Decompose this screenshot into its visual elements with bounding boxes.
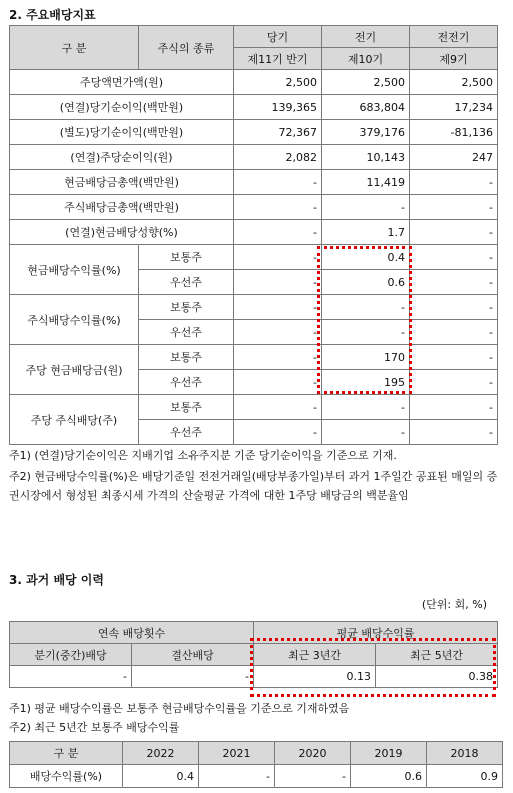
cell-prev: 195 <box>322 370 410 395</box>
note-2: 주2) 현금배당수익률(%)은 배당기준일 전전거래일(배당부종가일)부터 과거 1주일간 공표된 매일의 증권시장에서 형성된 최종시세 가격의 산술평균 가격에 대한 1주당 배당금의 백분율임 <box>9 470 498 502</box>
header-previous-period: 제10기 <box>322 48 410 70</box>
header-year: 2022 <box>123 742 199 765</box>
stock-kind: 보통주 <box>139 345 234 370</box>
stock-kind: 우선주 <box>139 320 234 345</box>
header-settlement-dividend: 결산배당 <box>132 644 254 666</box>
row-label: (연결)주당순이익(원) <box>10 145 234 170</box>
history-note-2: 주2) 최근 5년간 보통주 배당수익률 <box>9 721 180 734</box>
value-quarterly: - <box>10 666 132 688</box>
row-label: (연결)현금배당성향(%) <box>10 220 234 245</box>
indicator-row <box>10 245 498 270</box>
cell-prev2: - <box>410 420 498 445</box>
cell-cur: 2,082 <box>234 145 322 170</box>
cell-prev: 0.6 <box>322 270 410 295</box>
cell-cur: - <box>234 270 322 295</box>
value-recent-3-years: 0.13 <box>254 666 376 688</box>
row-label: 현금배당금총액(백만원) <box>10 170 234 195</box>
row-label: (연결)당기순이익(백만원) <box>10 95 234 120</box>
row-label-dividend-yield: 배당수익률(%) <box>10 765 123 788</box>
row-label: 주식배당금총액(백만원) <box>10 195 234 220</box>
header-stock-type: 주식의 종류 <box>139 26 234 70</box>
header-category: 구 분 <box>10 742 123 765</box>
indicator-row <box>10 145 498 170</box>
group-label: 주식배당수익률(%) <box>10 295 139 345</box>
indicator-row <box>10 70 498 95</box>
header-year: 2021 <box>199 742 275 765</box>
cell-prev2: - <box>410 170 498 195</box>
cell-prev2: -81,136 <box>410 120 498 145</box>
header-before-previous: 전전기 <box>410 26 498 48</box>
cell-cur: - <box>234 395 322 420</box>
cell-prev: - <box>322 320 410 345</box>
cell-prev: 170 <box>322 345 410 370</box>
cell-prev2: - <box>410 295 498 320</box>
cell-prev: 2,500 <box>322 70 410 95</box>
stock-kind: 우선주 <box>139 370 234 395</box>
history-note-1: 주1) 평균 배당수익률은 보통주 현금배당수익률을 기준으로 기재하였음 <box>9 702 350 715</box>
cell-cur: - <box>234 245 322 270</box>
header-year: 2019 <box>351 742 427 765</box>
cell-prev: 379,176 <box>322 120 410 145</box>
header-year: 2018 <box>427 742 503 765</box>
cell-prev2: - <box>410 245 498 270</box>
cell-prev: - <box>322 195 410 220</box>
cell-cur: - <box>234 170 322 195</box>
cell-cur: - <box>234 345 322 370</box>
stock-kind: 보통주 <box>139 395 234 420</box>
cell-prev2: 247 <box>410 145 498 170</box>
cell-yield: 0.4 <box>123 765 199 788</box>
header-before-previous-period: 제9기 <box>410 48 498 70</box>
indicator-row <box>10 345 498 370</box>
cell-prev2: 2,500 <box>410 70 498 95</box>
dividend-history-table <box>9 621 498 688</box>
indicator-row <box>10 170 498 195</box>
cell-cur: - <box>234 220 322 245</box>
header-recent-5-years: 최근 5년간 <box>376 644 498 666</box>
cell-prev: - <box>322 420 410 445</box>
stock-kind: 우선주 <box>139 420 234 445</box>
cell-prev2: - <box>410 220 498 245</box>
cell-yield: - <box>199 765 275 788</box>
header-current: 당기 <box>234 26 322 48</box>
cell-cur: - <box>234 195 322 220</box>
cell-prev: 10,143 <box>322 145 410 170</box>
value-settlement: - <box>132 666 254 688</box>
indicator-row <box>10 295 498 320</box>
value-recent-5-years: 0.38 <box>376 666 498 688</box>
row-label: 주당액면가액(원) <box>10 70 234 95</box>
header-category: 구 분 <box>10 26 139 70</box>
header-current-period: 제11기 반기 <box>234 48 322 70</box>
five-year-yield-table <box>9 741 503 788</box>
cell-prev2: - <box>410 270 498 295</box>
stock-kind: 보통주 <box>139 295 234 320</box>
dividend-indicators-table <box>9 25 498 445</box>
cell-prev: 1.7 <box>322 220 410 245</box>
cell-prev2: - <box>410 345 498 370</box>
indicator-row <box>10 120 498 145</box>
cell-yield: - <box>275 765 351 788</box>
header-year: 2020 <box>275 742 351 765</box>
section-title-dividend-indicators: 2. 주요배당지표 <box>9 8 96 22</box>
indicator-row <box>10 395 498 420</box>
cell-prev2: 17,234 <box>410 95 498 120</box>
indicator-row <box>10 195 498 220</box>
group-label: 주당 주식배당(주) <box>10 395 139 445</box>
header-consecutive-count: 연속 배당횟수 <box>10 622 254 644</box>
cell-prev2: - <box>410 195 498 220</box>
unit-label: (단위: 회, %) <box>421 598 487 611</box>
cell-prev2: - <box>410 370 498 395</box>
cell-prev: - <box>322 395 410 420</box>
cell-cur: - <box>234 420 322 445</box>
cell-cur: 72,367 <box>234 120 322 145</box>
section-title-dividend-history: 3. 과거 배당 이력 <box>9 573 104 587</box>
stock-kind: 우선주 <box>139 270 234 295</box>
stock-kind: 보통주 <box>139 245 234 270</box>
cell-yield: 0.9 <box>427 765 503 788</box>
cell-cur: - <box>234 295 322 320</box>
note-1: 주1) (연결)당기순이익은 지배기업 소유주지분 기준 당기순이익을 기준으로 기재. <box>9 449 397 462</box>
row-label: (별도)당기순이익(백만원) <box>10 120 234 145</box>
cell-cur: - <box>234 320 322 345</box>
cell-prev: 11,419 <box>322 170 410 195</box>
header-recent-3-years: 최근 3년간 <box>254 644 376 666</box>
header-quarterly-dividend: 분기(중간)배당 <box>10 644 132 666</box>
cell-cur: 2,500 <box>234 70 322 95</box>
indicator-row <box>10 95 498 120</box>
cell-prev2: - <box>410 320 498 345</box>
cell-cur: 139,365 <box>234 95 322 120</box>
cell-prev: 683,804 <box>322 95 410 120</box>
header-previous: 전기 <box>322 26 410 48</box>
indicator-row <box>10 220 498 245</box>
header-average-yield: 평균 배당수익률 <box>254 622 498 644</box>
group-label: 주당 현금배당금(원) <box>10 345 139 395</box>
group-label: 현금배당수익률(%) <box>10 245 139 295</box>
cell-prev2: - <box>410 395 498 420</box>
cell-prev: 0.4 <box>322 245 410 270</box>
cell-yield: 0.6 <box>351 765 427 788</box>
cell-cur: - <box>234 370 322 395</box>
cell-prev: - <box>322 295 410 320</box>
